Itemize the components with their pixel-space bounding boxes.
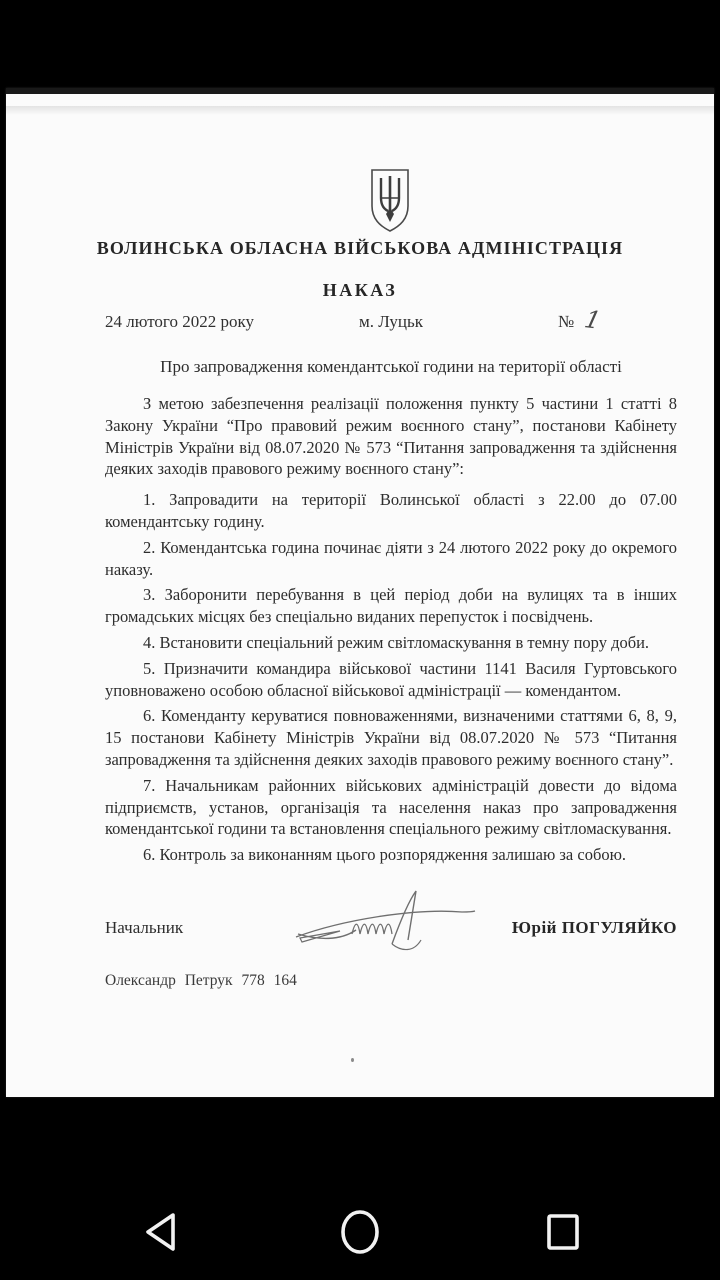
back-triangle-icon [140,1210,178,1254]
executor-note: Олександр Петрук 778 164 [105,972,297,989]
nav-back-button[interactable] [123,1198,195,1266]
document-number-label: № [558,312,575,331]
signature-row [105,918,677,944]
document-place: м. Луцьк [359,312,423,331]
document-type-title: НАКАЗ [322,280,398,300]
document-body [105,393,677,870]
document-date: 24 лютого 2022 року [105,312,254,331]
date-row [105,305,677,336]
signer-title: Начальник [105,918,184,937]
recents-square-icon [543,1210,583,1254]
order-item-3: 3. Заборонити перебування в цей період доби на вулицях та в інших громадських місцях без спеціально виданих перепусток і посвідчень. [105,585,677,627]
scan-shadow-band [6,106,714,115]
signer-name: Юрій ПОГУЛЯЙКО [511,918,677,937]
document-top-edge [6,88,714,94]
intro-paragraph: З метою забезпечення реалізації положення пункту 5 частини 1 статті 8 Закону України “Про правовий режим воєнного стану”, постанови Кабінету Міністрів України від 08.07.2020 № 573 “Питання запровадження та здійснення деяких заходів правового режиму воєнного стану”: [105,394,677,479]
document-number-handwritten: 1 [581,305,604,335]
order-item-7: 7. Начальникам районних військових адміністрацій довести до відома підприємств, установ, організація та населення наказ про запровадження комендантської години та встановлення спеціального режиму світломаскування. [105,775,677,839]
scan-speck [351,1058,354,1062]
document-page[interactable] [6,88,714,1097]
order-item-1: 1. Запровадити на території Волинської області з 22.00 до 07.00 комендантську годину. [105,490,677,531]
order-item-control: 6. Контроль за виконанням цього розпорядження залишаю за собою. [143,845,627,865]
org-name: ВОЛИНСЬКА ОБЛАСНА ВІЙСЬКОВА АДМІНІСТРАЦІЯ [96,238,624,258]
home-circle-icon [338,1208,382,1256]
nav-recents-button[interactable] [527,1198,599,1266]
document-subject: Про запровадження комендантської години на території області [160,357,622,376]
nav-home-button[interactable] [324,1198,396,1266]
order-item-4: 4. Встановити спеціальний режим світломаскування в темну пору доби. [143,632,650,652]
order-item-2: 2. Комендантська година починає діяти з 24 лютого 2022 року до окремого наказу. [105,537,677,579]
ukraine-trident-emblem-icon [369,168,411,234]
order-item-5: 5. Призначити командира військової частини 1141 Василя Гуртовського уповноважено особою обласної військової адміністрації — комендантом. [105,658,677,700]
order-item-6: 6. Коменданту керуватися повноваженнями, визначеними статтями 6, 8, 9, 15 постанови Кабінету Міністрів України від 08.07.2020 № 573 “Питання запровадження та здійснення деяких заходів правового режиму воєнного стану”. [105,706,677,769]
